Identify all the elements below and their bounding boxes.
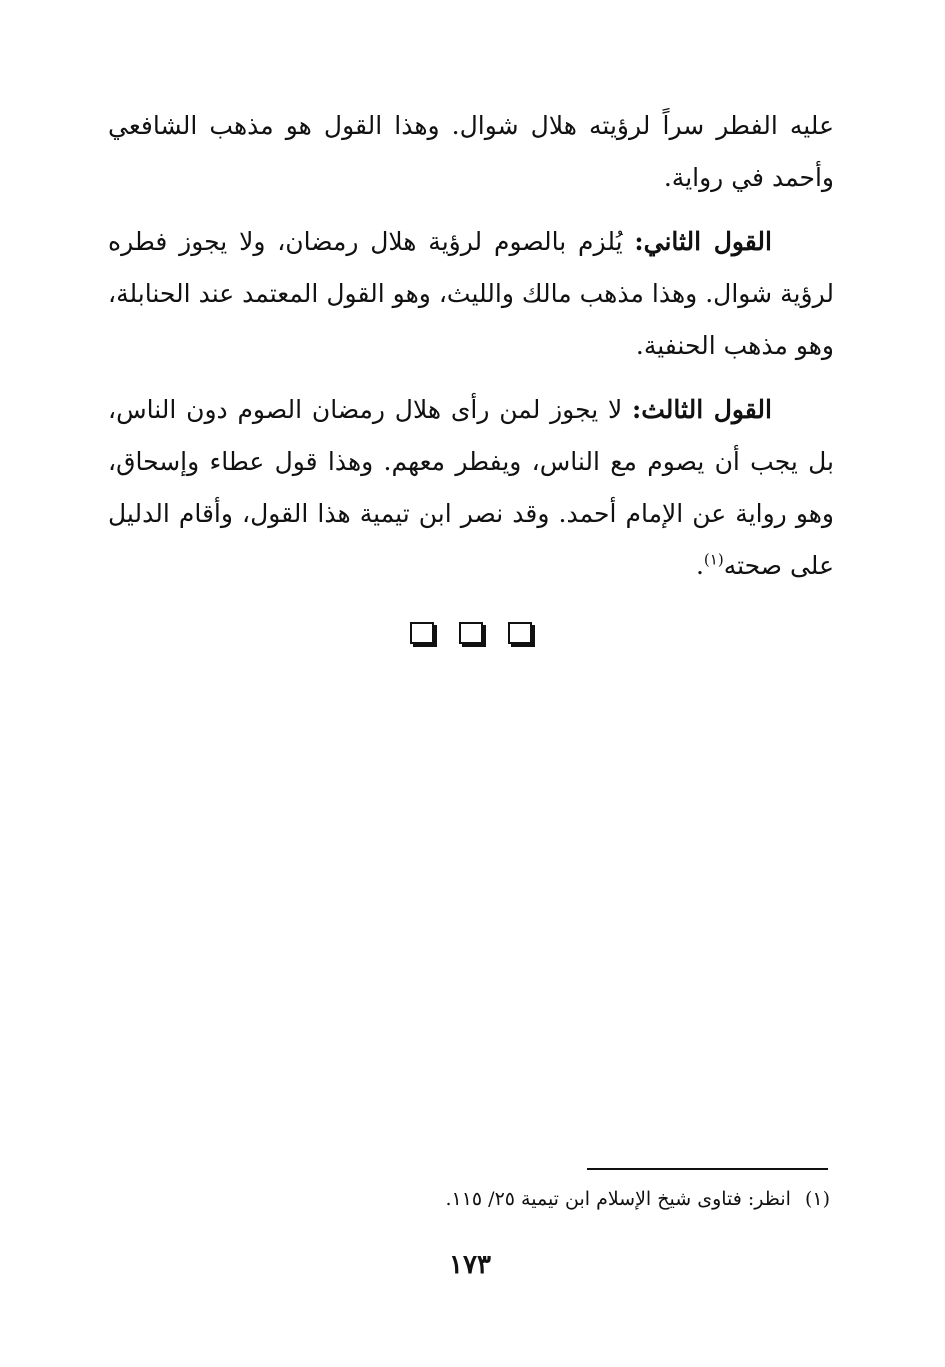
footnote-number: (١): [804, 1188, 830, 1210]
page-number: ١٧٣: [449, 1250, 491, 1280]
paragraph-3: [108, 384, 834, 592]
paragraph-1: [108, 100, 834, 204]
footnote-reference: (١): [703, 550, 724, 569]
paragraph-2-text: يُلزم بالصوم لرؤية هلال رمضان، ولا يجوز فطره لرؤية شوال. وهذا مذهب مالك والليث، وهو القول المعتمد عند الحنابلة، وهو مذهب الحنفية.: [108, 227, 834, 360]
paragraph-1-text: عليه الفطر سراً لرؤيته هلال شوال. وهذا القول هو مذهب الشافعي وأحمد في رواية.: [108, 111, 834, 192]
paragraph-3-lead: القول الثالث:: [632, 395, 772, 424]
footnote: [340, 1184, 830, 1214]
paragraph-3-end: .: [695, 551, 704, 580]
section-divider-ornament: [410, 622, 532, 652]
main-text: [108, 100, 834, 604]
square-ornament-icon: [459, 622, 483, 644]
square-ornament-icon: [508, 622, 532, 644]
footnote-text: انظر: فتاوى شيخ الإسلام ابن تيمية ٢٥/ ١١٥.: [445, 1188, 791, 1210]
square-ornament-icon: [410, 622, 434, 644]
footnote-separator: [587, 1168, 828, 1170]
paragraph-3-text: لا يجوز لمن رأى هلال رمضان الصوم دون الناس، بل يجب أن يصوم مع الناس، ويفطر معهم. وهذا قول عطاء وإسحاق، وهو رواية عن الإمام أحمد. وقد نصر ابن تيمية هذا القول، وأقام الدليل على صحته: [108, 395, 834, 580]
paragraph-2-lead: القول الثاني:: [634, 227, 772, 256]
paragraph-2: [108, 216, 834, 372]
